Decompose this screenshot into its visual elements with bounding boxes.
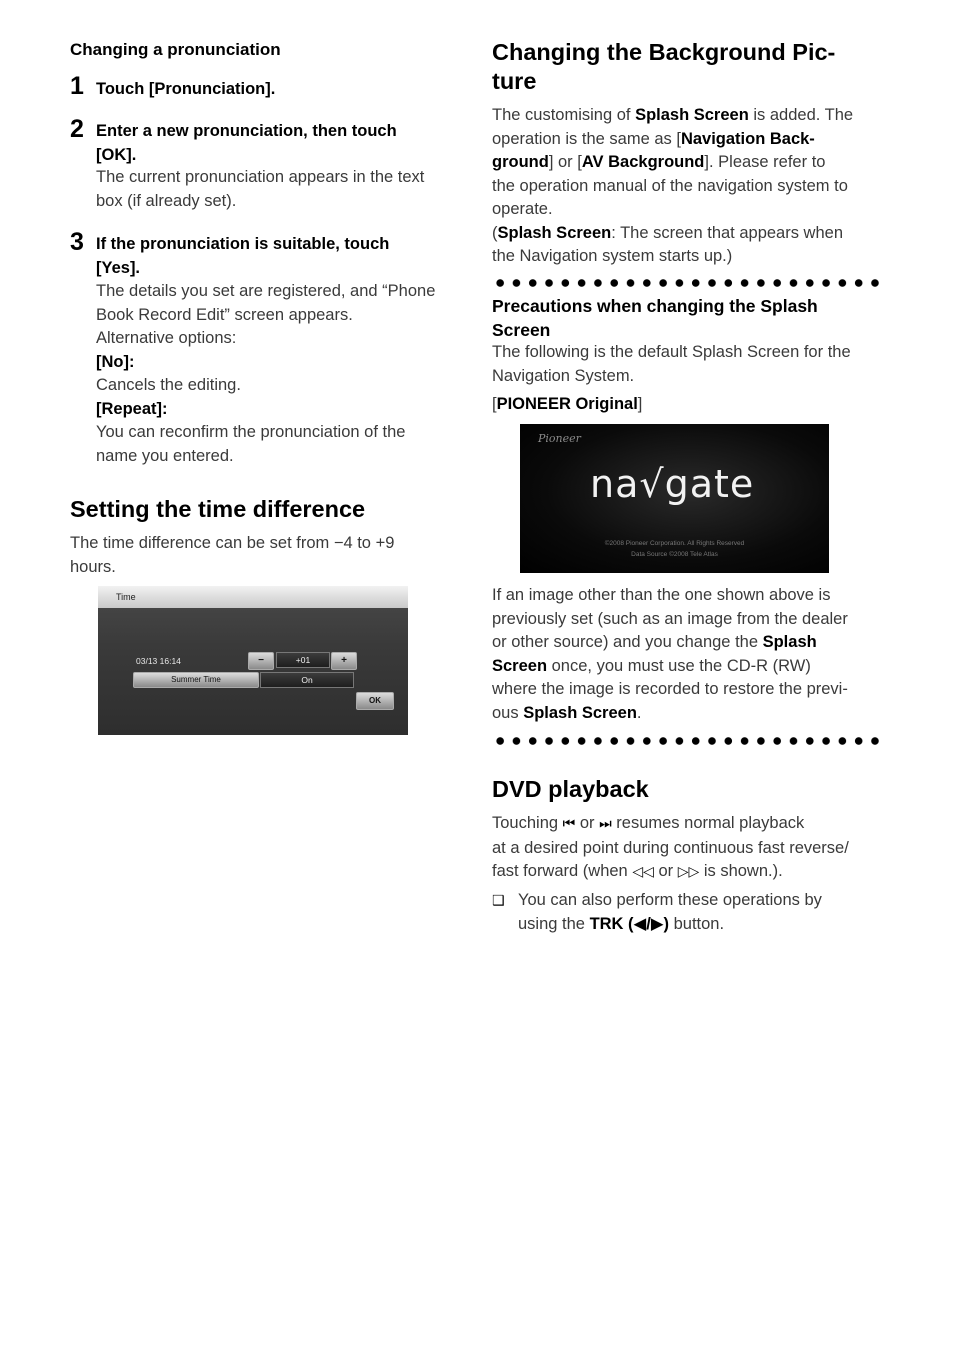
text-span: resumes normal playback xyxy=(611,814,805,832)
text-span: ground xyxy=(492,153,549,171)
time-body-line1: The time difference can be set from −4 to +9 xyxy=(70,534,395,552)
text-span: once, you must use the CD-R (RW) xyxy=(547,656,811,675)
text-span: Screen xyxy=(492,656,548,675)
summer-time-value: On xyxy=(260,672,354,688)
step-2-body-line2: box (if already set). xyxy=(96,191,237,210)
text-line: at a desired point during continuous fast reverse/ xyxy=(492,838,849,857)
dvd-paragraph xyxy=(492,812,886,885)
note-checkbox-icon: ❑ xyxy=(492,892,505,908)
time-screen-datetime: 03/13 16:14 xyxy=(136,656,181,666)
dotted-divider-top xyxy=(492,278,886,288)
splash-copyright-line1: ©2008 Pioneer Corporation. All Rights Reserved xyxy=(604,540,745,547)
step-3-number: 3 xyxy=(70,228,84,256)
splash-paragraph xyxy=(492,584,886,725)
step-1-number: 1 xyxy=(70,72,84,100)
text-line: the Navigation system starts up.) xyxy=(492,247,733,265)
step-3-body xyxy=(96,280,462,468)
text-span: ous xyxy=(492,703,524,722)
step-2-title-line1: Enter a new pronunciation, then touch xyxy=(96,122,397,140)
text-line: Navigation System. xyxy=(492,366,635,385)
background-picture-heading xyxy=(492,38,835,96)
text-span: Splash Screen xyxy=(635,106,749,124)
text-span: ] xyxy=(637,395,643,413)
text-line: If an image other than the one shown above is xyxy=(492,586,831,604)
fast-forward-icon: ▷▷ xyxy=(677,864,700,880)
dvd-playback-heading: DVD playback xyxy=(492,776,649,802)
repeat-option-description-line1: You can reconfirm the pronunciation of the xyxy=(96,423,406,441)
time-body-line2: hours. xyxy=(70,557,116,576)
fast-reverse-icon: ◁◁ xyxy=(632,864,654,880)
skip-forward-icon: ⏭ xyxy=(599,816,612,832)
step-2-body-line1: The current pronunciation appears in the text xyxy=(96,168,425,186)
text-span: [ xyxy=(492,395,497,413)
text-line: You can also perform these operations by xyxy=(518,891,822,909)
ok-button[interactable]: OK xyxy=(356,692,394,710)
time-plus-button[interactable]: + xyxy=(331,652,357,670)
step-3-title-line1: If the pronunciation is suitable, touch xyxy=(96,235,390,253)
text-line: previously set (such as an image from the dealer xyxy=(492,609,848,628)
step-2-title xyxy=(96,119,462,167)
text-line: where the image is recorded to restore the previ- xyxy=(492,680,848,698)
time-difference-body xyxy=(70,532,462,579)
step-1-title: Touch [Pronunciation]. xyxy=(96,80,276,98)
splash-screen-image xyxy=(520,424,829,573)
time-difference-heading: Setting the time difference xyxy=(70,496,366,522)
step-3-body-line2: Book Record Edit” screen appears. xyxy=(96,305,353,324)
alternative-options-label: Alternative options: xyxy=(96,329,237,347)
precautions-heading-line2: Screen xyxy=(492,320,551,340)
time-offset-value: +01 xyxy=(276,652,330,668)
text-span: The customising of xyxy=(492,106,636,124)
text-span: Splash Screen xyxy=(497,223,612,242)
repeat-option-description-line2: name you entered. xyxy=(96,446,234,465)
text-span: Splash Screen xyxy=(523,703,637,722)
no-option-description: Cancels the editing. xyxy=(96,376,241,394)
text-span: Splash xyxy=(762,633,817,651)
dotted-divider-bottom xyxy=(492,736,886,746)
precautions-body xyxy=(492,341,886,388)
text-span: is shown.). xyxy=(699,862,783,880)
precautions-heading-line1: Precautions when changing the Splash xyxy=(492,296,818,316)
text-span: . xyxy=(636,703,642,722)
step-3-title-line2: [Yes]. xyxy=(96,259,141,277)
text-span: using the xyxy=(518,914,590,933)
text-span: ] or [ xyxy=(548,153,582,171)
text-span: Navigation Back- xyxy=(680,129,815,148)
background-paragraph xyxy=(492,104,886,269)
text-span: or other source) and you change the xyxy=(492,633,763,651)
text-line: The following is the default Splash Screen for the xyxy=(492,343,851,361)
no-option-label: [No]: xyxy=(96,352,135,371)
pioneer-original-label xyxy=(492,393,642,417)
skip-back-icon: ⏮ xyxy=(562,816,576,832)
step-2-number: 2 xyxy=(70,115,84,143)
text-span: TRK (◀/▶) xyxy=(589,914,670,933)
text-span: is added. The xyxy=(748,106,854,124)
text-line: the operation manual of the navigation system to xyxy=(492,176,848,195)
background-heading-line1: Changing the Background Pic- xyxy=(492,39,836,65)
step-3-title xyxy=(96,232,462,280)
text-span: PIONEER Original xyxy=(496,395,638,413)
text-span: fast forward (when xyxy=(492,862,633,880)
text-span: ( xyxy=(492,223,498,242)
precautions-heading xyxy=(492,294,886,342)
step-2-title-line2: [OK]. xyxy=(96,146,137,164)
text-span: operation is the same as [ xyxy=(492,129,681,148)
background-heading-line2: ture xyxy=(492,68,537,94)
text-line: operate. xyxy=(492,200,553,218)
pioneer-brand-logo: Pioneer xyxy=(538,432,581,445)
text-span: or xyxy=(653,862,678,880)
pronunciation-heading: Changing a pronunciation xyxy=(70,40,281,59)
text-span: or xyxy=(575,814,600,832)
summer-time-button[interactable]: Summer Time xyxy=(133,672,259,688)
time-screen-titlebar xyxy=(98,586,408,608)
text-span: button. xyxy=(669,914,725,933)
text-span: ]. Please refer to xyxy=(704,153,826,171)
text-span: : The screen that appears when xyxy=(611,223,843,242)
navgate-logo: na√gate xyxy=(590,462,755,506)
text-span: AV Background xyxy=(581,153,705,171)
text-span: Touching xyxy=(492,814,563,832)
step-3-body-line1: The details you set are registered, and “Phone xyxy=(96,282,436,300)
repeat-option-label: [Repeat]: xyxy=(96,399,168,418)
time-minus-button[interactable]: − xyxy=(248,652,274,670)
dvd-note xyxy=(492,889,886,936)
time-settings-screenshot xyxy=(98,586,408,735)
step-2-body xyxy=(96,166,462,213)
time-screen-title: Time xyxy=(116,592,136,602)
splash-copyright-line2: Data Source ©2008 Tele Atlas xyxy=(631,551,718,558)
